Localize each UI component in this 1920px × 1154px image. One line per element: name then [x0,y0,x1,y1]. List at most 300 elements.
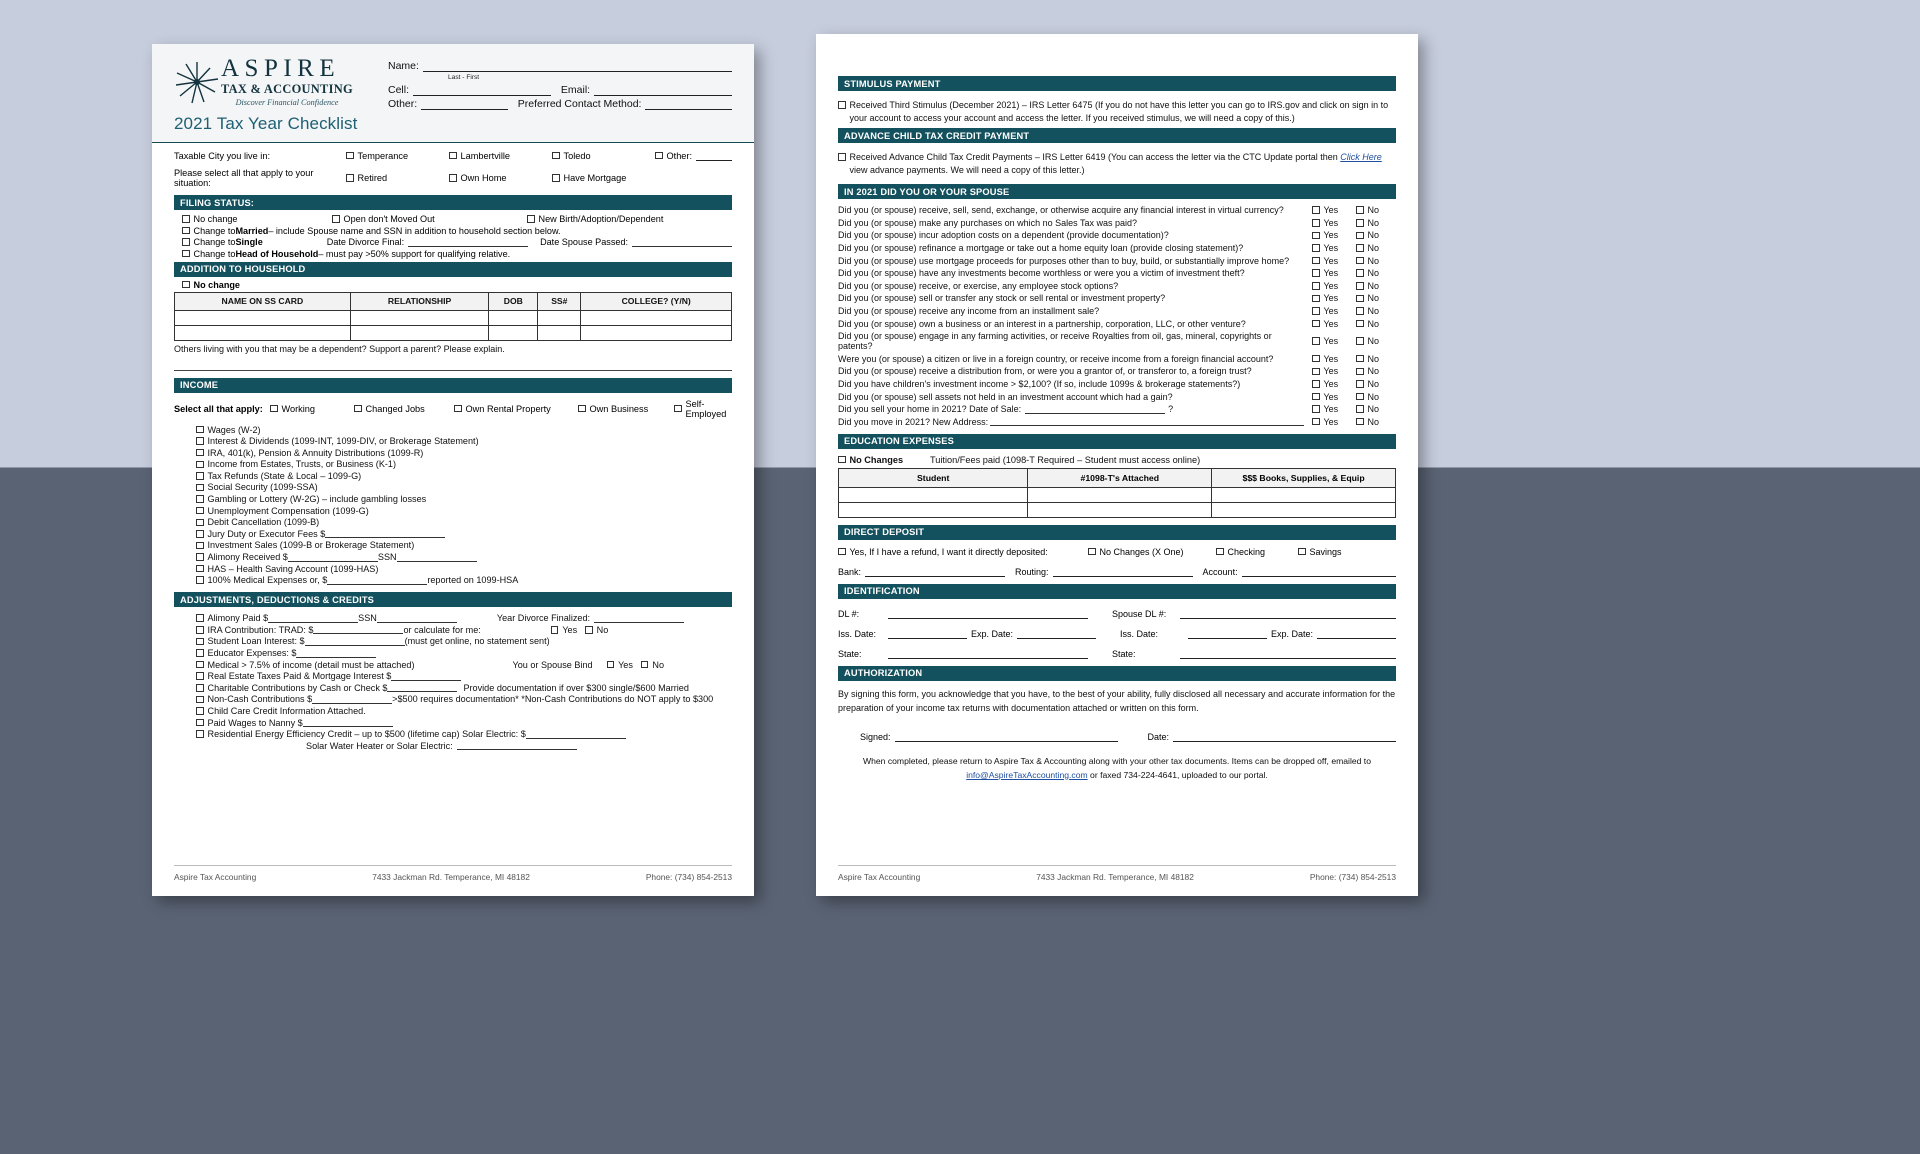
checkbox-icon[interactable] [1312,307,1320,315]
other-preferred-row [388,98,732,110]
item-label: Educator Expenses: $ [207,648,297,658]
checkbox-icon[interactable] [607,661,615,669]
checkbox-icon[interactable] [1356,269,1364,277]
checkbox-icon[interactable] [449,152,457,160]
checkbox-icon[interactable] [838,101,846,109]
income-item[interactable] [196,517,732,527]
stimulus-row[interactable] [838,99,1396,125]
checkbox-icon[interactable] [1356,206,1364,214]
ira-no[interactable] [585,625,608,635]
checkbox-icon[interactable] [838,548,846,556]
account-input[interactable] [1242,566,1396,577]
checkbox-icon[interactable] [182,215,190,223]
checkbox-icon[interactable] [346,152,354,160]
checkbox-icon[interactable] [655,152,663,160]
answer-no[interactable] [1356,404,1396,414]
answer-yes[interactable] [1312,319,1356,329]
question-text: Did you (or spouse) receive, sell, send, exchange, or otherwise acquire any financial interest in virtual currency? [838,205,1284,216]
income-item[interactable] [196,482,732,492]
col-1098t: #1098-T's Attached [1028,468,1212,487]
situation-option-label: Retired [357,173,388,183]
question-text: Did you (or spouse) incur adoption costs on a dependent (provide documentation)? [838,230,1169,241]
amount-input[interactable] [387,683,457,692]
amount-input[interactable] [296,649,376,658]
checkbox-icon[interactable] [1356,418,1364,426]
answer-yes[interactable] [1312,417,1356,427]
cell[interactable] [538,325,581,340]
cell[interactable] [489,325,538,340]
income-item[interactable] [196,506,732,516]
cell[interactable] [839,502,1028,517]
amount-input[interactable] [268,614,358,623]
checkbox-icon[interactable] [196,730,204,738]
amount-input[interactable] [327,576,427,585]
income-item[interactable] [196,552,732,562]
checkbox-icon[interactable] [1356,244,1364,252]
col-books: $$$ Books, Supplies, & Equip [1212,468,1396,487]
situation-option-own-home[interactable] [449,173,552,183]
city-option-label: Temperance [357,150,409,161]
item-label: Alimony Received $ [207,552,288,563]
table-row[interactable] [839,502,1396,517]
education-no-changes[interactable] [838,455,930,465]
checkbox-icon[interactable] [1356,295,1364,303]
medical-no[interactable] [641,660,664,670]
checkbox-icon[interactable] [1356,282,1364,290]
checkbox-icon[interactable] [1356,219,1364,227]
cell[interactable] [538,310,581,325]
answer-yes[interactable] [1312,293,1356,303]
stimulus-text: Received Third Stimulus (December 2021) – IRS Letter 6475 (If you do not have this letter you can go to IRS.gov and click on sign in to your account to access your account and access the letter. If you received stimulus, we will need a copy of this.) [849,100,1389,124]
income-opt-rental[interactable] [454,404,578,414]
medical-yes[interactable] [607,660,633,670]
col-ssn: SS# [538,292,581,310]
solar-row[interactable] [196,741,732,751]
iss-date-input[interactable] [888,628,967,639]
checkbox-icon[interactable] [196,484,204,492]
cell[interactable] [350,310,489,325]
solar-label: Solar Water Heater or Solar Electric: [306,740,453,751]
cell[interactable] [350,325,489,340]
signature-input[interactable] [895,731,1118,742]
checkbox-icon[interactable] [1298,548,1306,556]
no-label: No [596,624,609,635]
checkbox-icon[interactable] [196,519,204,527]
no-label: No [1367,230,1380,241]
answer-no[interactable] [1356,379,1396,389]
situation-option-label: Own Home [460,173,507,183]
checkbox-icon[interactable] [641,661,649,669]
checkbox-icon[interactable] [1356,320,1364,328]
routing-input[interactable] [1053,566,1193,577]
checkbox-icon[interactable] [1356,307,1364,315]
adjustment-item[interactable] [196,660,732,670]
checkbox-icon[interactable] [527,215,535,223]
email-input[interactable] [594,85,732,96]
checkbox-icon[interactable] [196,661,204,669]
city-other-input[interactable] [696,150,732,161]
name-input[interactable] [423,61,732,72]
click-here-link[interactable]: Click Here [1340,152,1382,163]
yes-label: Yes [1323,217,1339,228]
spouse-dl-input[interactable] [1180,608,1396,619]
item-label: Income from Estates, Trusts, or Business (K-1) [207,459,396,470]
checkbox-icon[interactable] [1088,548,1096,556]
cell[interactable] [489,310,538,325]
page-1 [152,44,754,896]
question-row [838,256,1396,266]
checkbox-icon[interactable] [454,405,462,413]
dl-row [838,608,1396,619]
question-text: Did you (or spouse) receive a distribution from, or were you a grantor of, or transferor to, a foreign trust? [838,366,1252,377]
no-label: No [1367,336,1380,347]
checkbox-icon[interactable] [552,174,560,182]
spouse-passed-input[interactable] [632,238,732,247]
checkbox-icon[interactable] [1312,244,1320,252]
checkbox-icon[interactable] [578,405,586,413]
checkbox-icon[interactable] [1356,393,1364,401]
city-option-temperance[interactable] [346,151,449,161]
situation-row [174,168,732,188]
checkbox-icon[interactable] [1312,282,1320,290]
year-divorce-input[interactable] [594,614,684,623]
checkbox-icon[interactable] [585,626,593,634]
solar-input[interactable] [457,741,577,750]
col-dob: DOB [489,292,538,310]
filing-hoh-row[interactable] [182,249,732,259]
answer-yes[interactable] [1312,336,1356,346]
adjustment-item[interactable] [196,729,732,739]
answer-yes[interactable] [1312,230,1356,240]
starburst-icon [174,59,220,105]
dd-no-changes[interactable] [1088,547,1216,557]
move-text-wrap [838,417,1312,427]
answer-no[interactable] [1356,205,1396,215]
income-item[interactable] [196,564,732,574]
checkbox-icon[interactable] [1312,295,1320,303]
checkbox-icon[interactable] [196,576,204,584]
amount-input[interactable] [313,625,403,634]
item-label: Unemployment Compensation (1099-G) [207,505,369,516]
checkbox-icon[interactable] [1356,380,1364,388]
cell-input[interactable] [413,85,551,96]
page2-footer [838,865,1396,882]
amount-input[interactable] [288,553,378,562]
answer-yes[interactable] [1312,256,1356,266]
advance-ctc-row[interactable] [838,151,1396,177]
checkbox-icon[interactable] [182,227,190,235]
question-row [838,331,1396,351]
checkbox-icon[interactable] [1312,257,1320,265]
checkbox-icon[interactable] [1312,405,1320,413]
checkbox-icon[interactable] [449,174,457,182]
direct-deposit-header: DIRECT DEPOSIT [838,525,1396,540]
answer-no[interactable] [1356,268,1396,278]
city-option-lambertville[interactable] [449,151,552,161]
income-opt-own-business[interactable] [578,404,674,414]
checkbox-icon[interactable] [196,461,204,469]
income-item[interactable] [196,540,732,550]
situation-option-retired[interactable] [346,173,449,183]
checkbox-icon[interactable] [196,565,204,573]
income-item[interactable] [196,471,732,481]
answer-no[interactable] [1356,336,1396,346]
checkbox-icon[interactable] [196,495,204,503]
answer-yes[interactable] [1312,205,1356,215]
checkbox-icon[interactable] [196,449,204,457]
preferred-contact-input[interactable] [645,99,732,110]
filing-new-birth[interactable] [527,214,663,224]
new-address-input[interactable] [990,417,1304,426]
answer-yes[interactable] [1312,392,1356,402]
taxable-city-label: Taxable City you live in: [174,150,271,161]
ssn-input[interactable] [377,614,457,623]
income-item[interactable] [196,459,732,469]
item-label: Social Security (1099-SSA) [207,482,318,493]
checkbox-icon[interactable] [552,152,560,160]
answer-yes[interactable] [1312,354,1356,364]
questions-list [838,205,1396,427]
other-input[interactable] [421,99,508,110]
income-opt-working[interactable] [270,404,354,414]
spouse-state-input[interactable] [1180,648,1396,659]
filing-no-change[interactable] [182,214,332,224]
cell[interactable] [1028,487,1212,502]
income-item[interactable] [196,425,732,435]
checkbox-icon[interactable] [332,215,340,223]
adjustments-items [174,613,732,751]
answer-yes[interactable] [1312,243,1356,253]
answer-yes[interactable] [1312,306,1356,316]
income-item[interactable] [196,448,732,458]
checkbox-icon[interactable] [1356,405,1364,413]
checkbox-icon[interactable] [196,684,204,692]
income-item[interactable] [196,529,732,539]
answer-no[interactable] [1356,392,1396,402]
checkbox-icon[interactable] [674,405,682,413]
cell[interactable] [1212,487,1396,502]
checkbox-icon[interactable] [196,696,204,704]
checkbox-icon[interactable] [196,542,204,550]
answer-no[interactable] [1356,354,1396,364]
yes-label: Yes [618,659,633,670]
answer-yes[interactable] [1312,268,1356,278]
spouse-exp-date-label: Exp. Date: [1270,628,1314,639]
city-option-toledo[interactable] [552,151,655,161]
option-label: Own Business [589,403,649,414]
ira-yes[interactable] [551,625,577,635]
cell-label: Cell: [388,84,410,96]
table-row[interactable] [839,487,1396,502]
checkbox-icon[interactable] [196,507,204,515]
amount-input[interactable] [325,529,445,538]
email-link[interactable]: info@AspireTaxAccounting.com [966,769,1088,780]
checkbox-icon[interactable] [1312,232,1320,240]
checkbox-icon[interactable] [1312,206,1320,214]
checkbox-icon[interactable] [196,553,204,561]
answer-no[interactable] [1356,306,1396,316]
brand-logo [174,56,374,134]
income-item[interactable] [196,575,732,585]
checkbox-icon[interactable] [182,250,190,258]
amount-input[interactable] [391,672,461,681]
cell[interactable] [839,487,1028,502]
cell-email-row [388,84,732,96]
checkbox-icon[interactable] [1312,368,1320,376]
checkbox-icon[interactable] [182,238,190,246]
answer-no[interactable] [1356,281,1396,291]
amount-input[interactable] [312,695,392,704]
checkbox-icon[interactable] [1356,337,1364,345]
answer-no[interactable] [1356,230,1396,240]
spouse-iss-date-input[interactable] [1188,628,1267,639]
checkbox-icon[interactable] [354,405,362,413]
income-opt-self-employed[interactable] [674,399,732,419]
answer-yes[interactable] [1312,366,1356,376]
amount-input[interactable] [526,730,626,739]
checkbox-icon[interactable] [1216,548,1224,556]
checkbox-icon[interactable] [1312,393,1320,401]
income-item[interactable] [196,494,732,504]
situation-option-have-mortgage[interactable] [552,173,655,183]
household-table [174,292,732,341]
answer-no[interactable] [1356,256,1396,266]
answer-no[interactable] [1356,319,1396,329]
explain-write-line[interactable] [174,370,732,371]
checkbox-icon[interactable] [838,456,846,464]
checkbox-icon[interactable] [196,638,204,646]
checkbox-icon[interactable] [196,707,204,715]
cell[interactable] [1212,502,1396,517]
answer-no[interactable] [1356,417,1396,427]
state-label: State: [838,648,862,659]
sell-home-row [838,404,1396,414]
cell[interactable] [175,310,351,325]
adjustment-item[interactable] [196,706,732,716]
checkbox-icon[interactable] [196,614,204,622]
question-text: Did you (or spouse) receive, or exercise, any employee stock options? [838,280,1119,291]
checkbox-icon[interactable] [1312,418,1320,426]
checkbox-icon[interactable] [196,426,204,434]
adjustment-item[interactable] [196,636,732,646]
cell[interactable] [581,325,732,340]
date-input[interactable] [1173,731,1396,742]
filing-single-row[interactable] [182,237,732,247]
cell[interactable] [175,325,351,340]
answer-no[interactable] [1356,218,1396,228]
city-option-label: Lambertville [460,150,511,161]
checkbox-icon[interactable] [270,405,278,413]
name-label: Name: [388,60,419,72]
checkbox-icon[interactable] [346,174,354,182]
checkbox-icon[interactable] [1312,219,1320,227]
checkbox-icon[interactable] [196,530,204,538]
return-post: or faxed 734-224-4641, uploaded to our portal. [1087,769,1268,780]
adjustment-item[interactable] [196,613,732,623]
income-item[interactable] [196,436,732,446]
answer-yes[interactable] [1312,281,1356,291]
answer-yes[interactable] [1312,218,1356,228]
dd-savings[interactable] [1298,547,1342,557]
amount-input[interactable] [303,718,393,727]
checkbox-icon[interactable] [1356,257,1364,265]
dd-yes-option[interactable] [838,547,1088,557]
checkbox-icon[interactable] [1356,355,1364,363]
checkbox-icon[interactable] [551,626,559,634]
state-input[interactable] [888,648,1088,659]
dl-input[interactable] [888,608,1088,619]
city-option-other[interactable] [655,150,732,161]
checkbox-icon[interactable] [196,719,204,727]
answer-no[interactable] [1356,366,1396,376]
answer-yes[interactable] [1312,404,1356,414]
table-row[interactable] [175,310,732,325]
no-label: No [1367,318,1380,329]
answer-yes[interactable] [1312,379,1356,389]
amount-input[interactable] [305,637,405,646]
answer-no[interactable] [1356,293,1396,303]
checkbox-icon[interactable] [838,153,846,161]
spouse-passed-label: Date Spouse Passed: [540,237,629,247]
adjustment-item[interactable] [196,671,732,681]
income-opt-changed-jobs[interactable] [354,404,454,414]
checkbox-icon[interactable] [196,672,204,680]
item-label: Medical > 7.5% of income (detail must be attached) [207,659,415,670]
filing-open-moved-out[interactable] [332,214,527,224]
checkbox-icon[interactable] [196,437,204,445]
cell[interactable] [581,310,732,325]
checkbox-icon[interactable] [1312,269,1320,277]
checkbox-icon[interactable] [1356,232,1364,240]
checkbox-icon[interactable] [1312,380,1320,388]
divorce-date-input[interactable] [408,238,528,247]
checkbox-icon[interactable] [196,649,204,657]
option-label: Open don't Moved Out [343,214,435,224]
adjustment-item[interactable] [196,683,732,693]
checkbox-icon[interactable] [1312,337,1320,345]
exp-date-input[interactable] [1017,628,1096,639]
education-table [838,468,1396,518]
table-header-row [175,292,732,310]
adjustment-item[interactable] [196,694,732,704]
spouse-dl-label: Spouse DL #: [1112,608,1167,619]
checkbox-icon[interactable] [182,281,190,289]
household-no-change[interactable] [174,280,732,290]
checkbox-icon[interactable] [1356,368,1364,376]
spouse-exp-date-input[interactable] [1317,628,1396,639]
ssn-input[interactable] [397,553,477,562]
table-row[interactable] [175,325,732,340]
filing-married-row[interactable] [182,226,732,236]
sale-date-input[interactable] [1025,405,1165,414]
checkbox-icon[interactable] [196,626,204,634]
checkbox-icon[interactable] [1312,320,1320,328]
page1-header [152,44,754,143]
answer-no[interactable] [1356,243,1396,253]
no-label: No [1367,255,1380,266]
advance-ctc-text [850,151,1397,177]
checkbox-icon[interactable] [196,472,204,480]
dd-checking[interactable] [1216,547,1298,557]
checkbox-icon[interactable] [1312,355,1320,363]
adjustment-item[interactable] [196,648,732,658]
bank-input[interactable] [865,566,1005,577]
cell[interactable] [1028,502,1212,517]
sell-home-tail: ? [1168,404,1174,415]
question-text: Did you (or spouse) refinance a mortgage or take out a home equity loan (provide closing statement)? [838,242,1244,253]
adjustment-item[interactable] [196,625,732,635]
adjustment-item[interactable] [196,718,732,728]
